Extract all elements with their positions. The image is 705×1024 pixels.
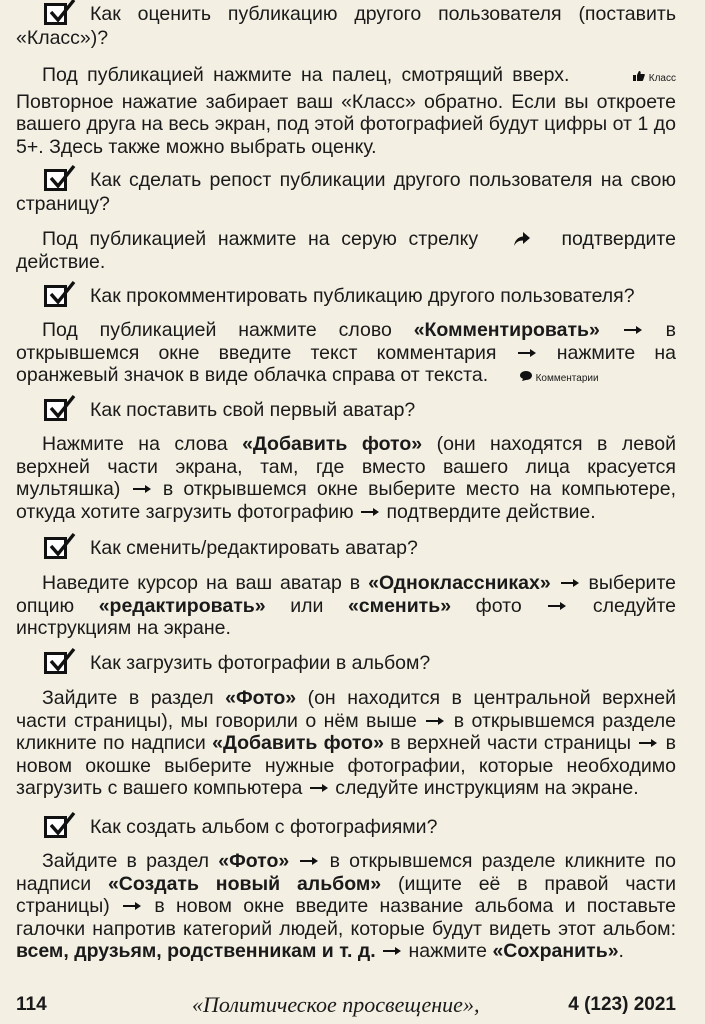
answer-text: в новом окошке выберите нужные фотографии, которые необходимо загрузить с вашего компьютера — [16, 732, 676, 799]
question-heading — [16, 2, 676, 50]
checkmark-icon — [48, 166, 76, 192]
comments-button — [494, 368, 599, 391]
answer-text: Нажмите на слова — [42, 433, 243, 455]
answer-text: или — [265, 594, 348, 617]
right-arrow-icon — [518, 349, 536, 357]
question-heading — [16, 536, 676, 560]
emphasized-term: «Создать новый альбом» — [107, 872, 382, 895]
journal-title: «Политическое просвещение», — [192, 992, 480, 1017]
answer-text: нажмите на оранжевый значок в виде облачка справа от текста. — [16, 341, 676, 386]
answer-text: (он находится в центральной верхней части страницы), мы говорили о нём выше — [16, 687, 676, 732]
emphasized-term: всем, друзьям, родственникам и т. д. — [16, 940, 376, 962]
answer-paragraph — [16, 319, 676, 391]
question-text: Как загрузить фотографии в альбом? — [90, 652, 431, 674]
emphasized-term: «редактировать» — [98, 594, 266, 617]
share-arrow-icon — [514, 232, 530, 246]
answer-paragraph — [16, 228, 676, 273]
answer-text: в открывшемся разделе кликните по надписи — [16, 709, 677, 754]
answer-text: Под публикацией нажмите слово — [42, 319, 414, 341]
checkmark-icon — [48, 282, 76, 308]
right-arrow-icon — [310, 784, 328, 792]
answer-text: Зайдите в раздел — [42, 687, 226, 709]
answer-paragraph — [16, 687, 676, 800]
question-text: Как сменить/редактировать аватар? — [90, 537, 418, 559]
ui-label: Комментарии — [535, 373, 599, 384]
page-number: 114 — [16, 994, 47, 1015]
answer-text: фото — [451, 594, 522, 617]
answer-text: нажмите — [408, 940, 493, 962]
right-arrow-icon — [300, 857, 318, 865]
checkbox-checked-icon — [44, 399, 67, 421]
checkbox-checked-icon — [44, 537, 67, 559]
answer-text: в верхней части страницы — [383, 732, 632, 754]
question-text: Как создать альбом с фотографиями? — [90, 816, 438, 838]
answer-text: Наведите курсор на ваш аватар в — [42, 572, 369, 594]
answer-text: Зайдите в раздел — [42, 850, 219, 872]
answer-paragraph — [16, 433, 676, 523]
checkbox-checked-icon — [44, 816, 67, 838]
emphasized-term: «Фото» — [218, 850, 290, 872]
emphasized-term: «Одноклассниках» — [368, 572, 551, 594]
class-button — [607, 68, 676, 91]
question-heading — [16, 284, 676, 308]
answer-text: Под публикацией нажмите на палец, смотрящий вверх. — [42, 64, 579, 86]
question-text: Как прокомментировать публикацию другого пользователя? — [90, 285, 635, 307]
thumbs-up-icon — [633, 71, 645, 81]
ui-label: Класс — [648, 73, 676, 84]
right-arrow-icon — [624, 326, 642, 334]
question-heading — [16, 398, 676, 422]
checkmark-icon — [48, 813, 76, 839]
question-heading — [16, 651, 676, 675]
emphasized-term: «Добавить фото» — [212, 732, 384, 754]
emphasized-term: «Сохранить» — [492, 940, 619, 962]
answer-text: следуйте инструкциям на экране. — [335, 777, 639, 799]
checkbox-checked-icon — [44, 652, 67, 674]
issue-number: 4 (123) 2021 — [568, 994, 676, 1015]
answer-text: в новом окне введите название альбома и поставьте галочки напротив категорий людей, которые будут видеть этот альбом: — [16, 895, 677, 940]
emphasized-term: «сменить» — [347, 594, 452, 617]
answer-text: в открывшемся окне введите текст комментария — [16, 319, 676, 364]
page-footer — [16, 994, 676, 1018]
answer-text: следуйте инструкциям на экране. — [16, 594, 677, 639]
answer-text: в открывшемся окне выберите место на компьютере, откуда хотите загрузить фотографию — [16, 478, 676, 523]
right-arrow-icon — [133, 485, 151, 493]
answer-text: . — [618, 940, 624, 962]
speech-bubble-icon — [520, 371, 532, 381]
answer-paragraph — [16, 572, 676, 640]
right-arrow-icon — [426, 717, 444, 725]
checkbox-checked-icon — [44, 285, 67, 307]
emphasized-term: «Фото» — [225, 687, 297, 709]
answer-text: (ищите её в правой части страницы) — [16, 872, 676, 917]
answer-text: подтвердите действие. — [386, 500, 596, 523]
checkmark-icon — [48, 649, 76, 675]
question-heading — [16, 168, 676, 216]
right-arrow-icon — [361, 508, 379, 516]
checkmark-icon — [48, 396, 76, 422]
right-arrow-icon — [548, 602, 566, 610]
right-arrow-icon — [561, 579, 579, 587]
answer-text: в открывшемся разделе кликните по надписи — [16, 850, 677, 895]
answer-text: (они находятся в левой верхней части экрана, там, где вместо вашего лица красуется мультяшка) — [16, 433, 676, 500]
answer-paragraph — [16, 64, 676, 158]
answer-paragraph — [16, 850, 676, 963]
checkbox-checked-icon — [44, 3, 67, 25]
emphasized-term: «Добавить фото» — [242, 433, 423, 455]
right-arrow-icon — [123, 902, 141, 910]
answer-text: подтвердите действие. — [16, 228, 676, 273]
answer-text: Под публикацией нажмите на серую стрелку — [42, 228, 490, 250]
question-heading — [16, 815, 676, 839]
checkbox-checked-icon — [44, 169, 67, 191]
emphasized-term: «Комментировать» — [413, 319, 600, 341]
question-text: Как сделать репост публикации другого пользователя на свою страницу? — [16, 169, 676, 215]
question-text: Как оценить публикацию другого пользователя (поставить «Класс»)? — [16, 3, 676, 49]
right-arrow-icon — [639, 739, 657, 747]
checkmark-icon — [48, 0, 76, 26]
answer-text: выберите опцию — [16, 572, 677, 617]
checkmark-icon — [48, 534, 76, 560]
right-arrow-icon — [383, 947, 401, 955]
answer-text: Повторное нажатие забирает ваш «Класс» обратно. Если вы откроете вашего друга на весь экран, под этой фотографией будут цифры от 1 до 5+. Здесь также можно выбрать оценку. — [16, 90, 676, 158]
question-text: Как поставить свой первый аватар? — [90, 399, 416, 421]
